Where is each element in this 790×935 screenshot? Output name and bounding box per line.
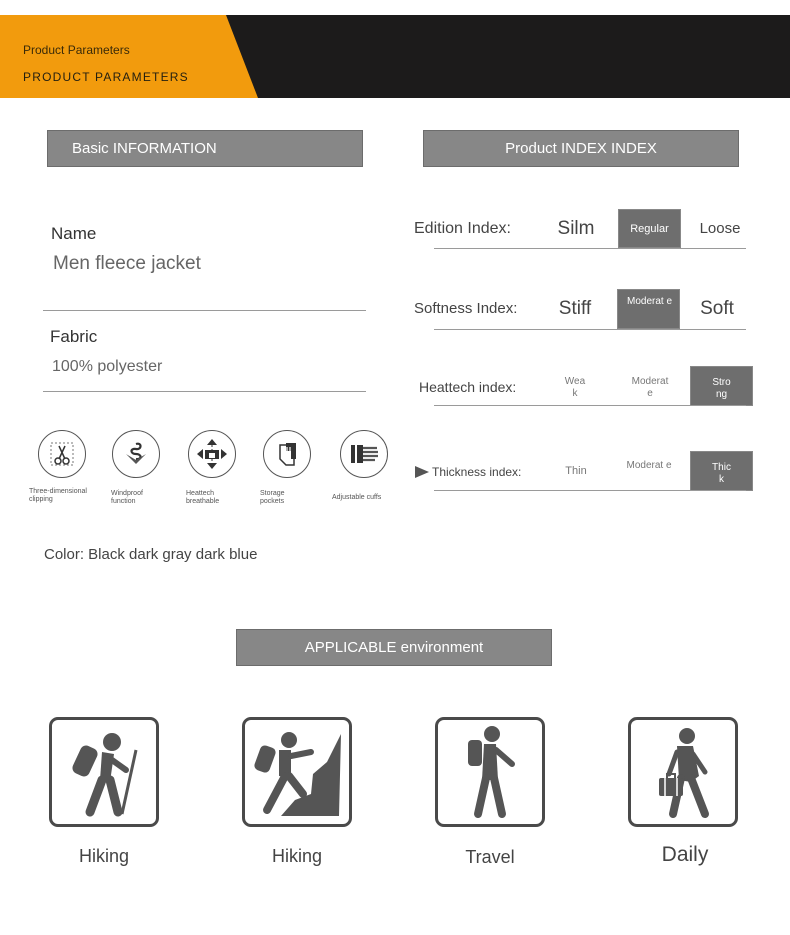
- name-value: Men fleece jacket: [53, 253, 201, 274]
- header-subtitle: PRODUCT PARAMETERS: [23, 70, 189, 84]
- divider: [434, 405, 746, 406]
- divider: [434, 490, 746, 491]
- index-option: Wea k: [564, 376, 586, 399]
- feature-label: Windproof function: [111, 490, 143, 505]
- pocket-icon: [263, 430, 311, 478]
- index-option: Soft: [700, 298, 734, 319]
- breathable-icon: [188, 430, 236, 478]
- env-label: Hiking: [271, 846, 323, 866]
- applicable-environment-heading: APPLICABLE environment: [236, 629, 552, 666]
- index-option: Loose: [699, 220, 741, 237]
- divider: [434, 248, 746, 249]
- feature-label: Storage pockets: [260, 490, 285, 505]
- feature-label: Heattech breathable: [186, 490, 220, 505]
- header-title: Product Parameters: [23, 43, 130, 57]
- daily-icon: [628, 717, 738, 827]
- fabric-label: Fabric: [50, 327, 98, 346]
- climbing-icon: [242, 717, 352, 827]
- cuff-icon: [340, 430, 388, 478]
- thickness-index-label: Thickness index:: [432, 465, 522, 479]
- fabric-value: 100% polyester: [52, 358, 163, 375]
- env-label: Travel: [465, 847, 515, 867]
- name-label: Name: [51, 224, 97, 243]
- env-label: Hiking: [78, 846, 130, 866]
- color-text: Color: Black dark gray dark blue: [44, 546, 258, 563]
- basic-info-heading: Basic INFORMATION: [47, 130, 363, 167]
- wind-icon: [112, 430, 160, 478]
- index-option-selected: Thic k: [690, 451, 753, 491]
- index-option: Moderat e: [631, 376, 669, 399]
- feature-label: Three-dimensional clipping: [29, 488, 87, 503]
- hiking-icon: [49, 717, 159, 827]
- softness-index-label: Softness Index:: [414, 300, 518, 317]
- product-index-heading: Product INDEX INDEX: [423, 130, 739, 167]
- travel-icon: [435, 717, 545, 827]
- feature-label: Adjustable cuffs: [332, 494, 382, 501]
- edition-index-label: Edition Index:: [414, 220, 511, 237]
- heattech-index-label: Heattech index:: [419, 379, 517, 395]
- divider: [43, 310, 366, 311]
- divider: [434, 329, 746, 330]
- env-label: Daily: [661, 843, 709, 866]
- index-option: Silm: [557, 218, 595, 239]
- index-option-selected: Stro ng: [690, 366, 753, 406]
- index-option: Moderat e: [626, 460, 672, 471]
- index-option: Stiff: [558, 298, 592, 319]
- scissors-icon: [38, 430, 86, 478]
- arrow-icon: [415, 466, 429, 478]
- index-option-selected: Moderat e: [617, 289, 680, 329]
- index-option-selected: Regular: [618, 209, 681, 248]
- index-option: Thin: [565, 465, 587, 477]
- divider: [43, 391, 366, 392]
